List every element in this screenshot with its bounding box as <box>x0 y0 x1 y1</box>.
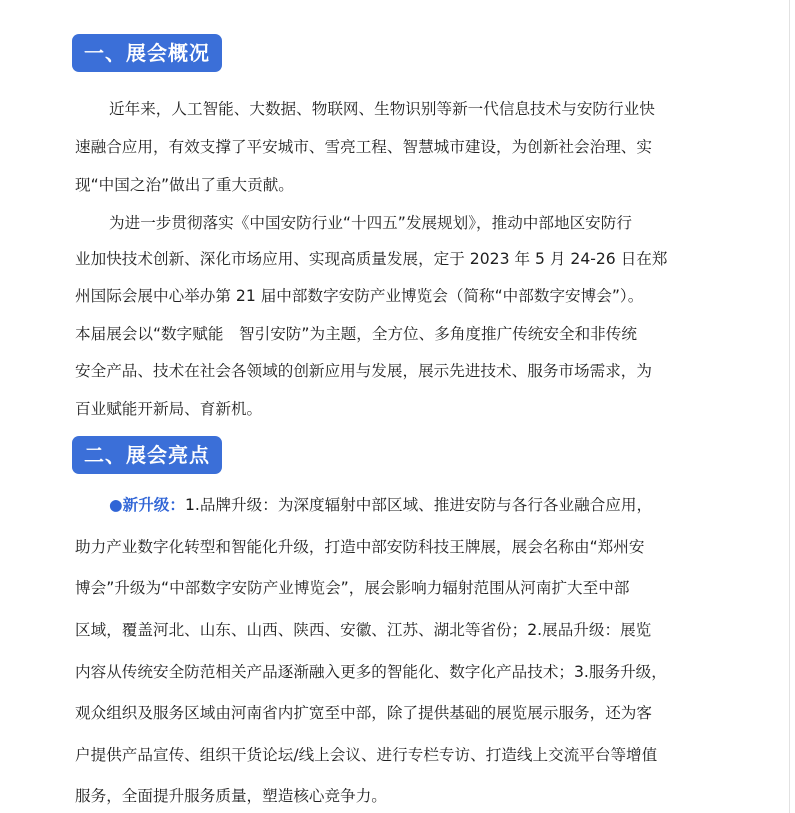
paragraph-line: 为进一步贯彻落实《中国安防行业“十四五”发展规划》，推动中部地区安防行 <box>109 214 632 232</box>
paragraph-line: 助力产业数字化转型和智能化升级，打造中部安防科技王牌展，展会名称由“郑州安 <box>75 538 645 556</box>
paragraph-line: 百业赋能开新局、育新机。 <box>75 400 263 418</box>
paragraph-line: 速融合应用，有效支撑了平安城市、雪亮工程、智慧城市建设，为创新社会治理、实 <box>75 138 652 156</box>
highlight-label: ●新升级： <box>109 496 185 514</box>
paragraph-line: 州国际会展中心举办第 21 届中部数字安防产业博览会（简称“中部数字安博会”）。 <box>75 287 644 305</box>
paragraph-line: 服务，全面提升服务质量，塑造核心竞争力。 <box>75 787 387 805</box>
paragraph-line: 安全产品、技术在社会各领域的创新应用与发展，展示先进技术、服务市场需求，为 <box>75 362 652 380</box>
paragraph-line: 近年来，人工智能、大数据、物联网、生物识别等新一代信息技术与安防行业快 <box>109 100 655 118</box>
paragraph-line: 业加快技术创新、深化市场应用、实现高质量发展，定于 2023 年 5 月 24-26 日在郑 <box>75 250 668 268</box>
paragraph-line: 现“中国之治”做出了重大贡献。 <box>75 176 294 194</box>
section-heading-overview: 一、展会概况 <box>72 34 222 72</box>
section-heading-highlights: 二、展会亮点 <box>72 436 222 474</box>
page-edge-divider <box>789 0 790 813</box>
paragraph-line: 博会”升级为“中部数字安防产业博览会”，展会影响力辐射范围从河南扩大至中部 <box>75 579 630 597</box>
paragraph-line: 户提供产品宣传、组织干货论坛/线上会议、进行专栏专访、打造线上交流平台等增值 <box>75 746 658 764</box>
paragraph-line: 本届展会以“数字赋能 智引安防”为主题，全方位、多角度推广传统安全和非传统 <box>75 325 637 343</box>
paragraph-line: 观众组织及服务区域由河南省内扩宽至中部，除了提供基础的展览展示服务，还为客 <box>75 704 652 722</box>
paragraph-text: 1.品牌升级：为深度辐射中部区域、推进安防与各行各业融合应用， <box>184 496 653 514</box>
paragraph-line <box>109 492 652 518</box>
paragraph-line: 区域，覆盖河北、山东、山西、陕西、安徽、江苏、湖北等省份；2.展品升级：展览 <box>75 621 652 639</box>
paragraph-line: 内容从传统安全防范相关产品逐渐融入更多的智能化、数字化产品技术；3.服务升级， <box>75 663 667 681</box>
